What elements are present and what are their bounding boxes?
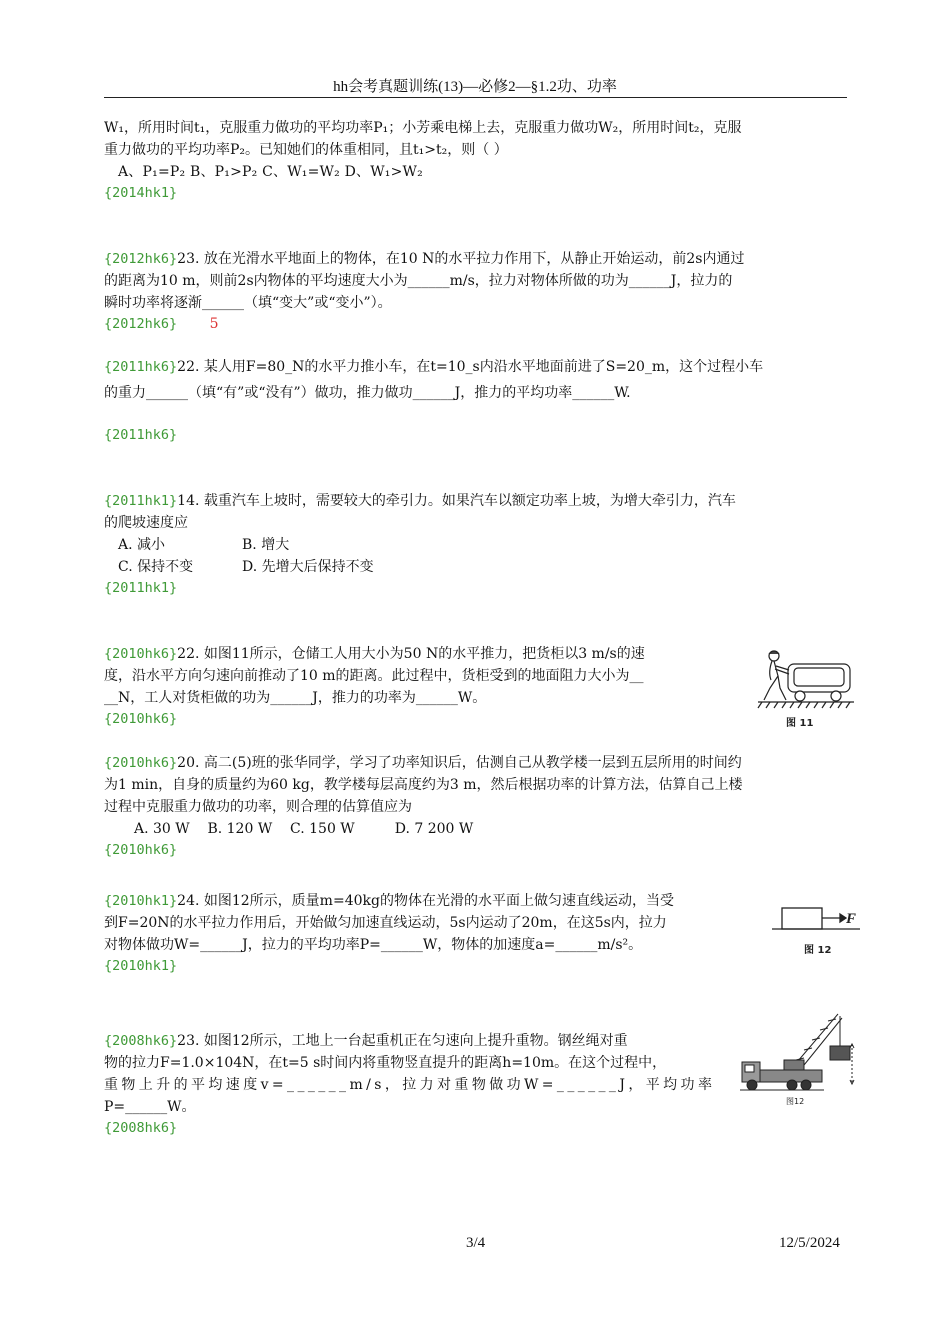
q2010hk6-20-line3: 过程中克服重力做功的功率，则合理的估算值应为: [104, 799, 412, 815]
q2008hk6-line4: P=______W。: [104, 1099, 196, 1115]
q2010hk6-22-source-tag: {2010hk6}: [104, 711, 178, 727]
q2008hk6-line3: 重物上升的平均速度v=______m/s，拉力对重物做功W=______J，平均功率: [104, 1077, 716, 1093]
q2010hk1-source-tag: {2010hk1}: [104, 958, 178, 974]
q2011hk1-line1: [104, 490, 736, 512]
q2012-source-tag: {2012hk6}: [104, 316, 178, 332]
q2008hk6-line2: 物的拉力F=1.0×104N，在t=5 s时间内将重物竖直提升的距离h=10m。在这个过程中，: [104, 1055, 667, 1071]
figure-12-crane-caption: 图12: [786, 1097, 805, 1106]
q2012-tag: {2012hk6}: [104, 251, 178, 267]
q2014-line1: W₁，所用时间t₁，克服重力做功的平均功率P₁；小芳乘电梯上去，克服重力做功W₂，所用时间t₂，克服: [104, 120, 742, 136]
q2011hk6-text1: 22. 某人用F=80_N的水平力推小车，在t=10_s内沿水平地面前进了S=20_m，这个过程小车: [177, 359, 764, 375]
figure-12-force-label: F: [846, 911, 857, 927]
q2011hk6-line2: 的重力______（填“有”或“没有”）做功，推力做功______J，推力的平均功率______W.: [104, 385, 631, 401]
q2010hk1-text1: 24. 如图12所示，质量m=40kg的物体在光滑的水平面上做匀速直线运动，当受: [177, 893, 674, 909]
q2012-line1: [104, 248, 744, 270]
q2010hk6-22-tag: {2010hk6}: [104, 646, 178, 662]
q2011hk6-source-tag: {2011hk6}: [104, 427, 178, 443]
q2010hk1-line3: 对物体做功W=______J，拉力的平均功率P=______W，物体的加速度a=______m/s²。: [104, 937, 643, 953]
figure-12-crane: [740, 1010, 858, 1110]
footer-date: 12/5/2024: [779, 1235, 840, 1251]
q2014-source-tag: {2014hk1}: [104, 185, 178, 201]
q2011hk1-tag: {2011hk1}: [104, 493, 178, 509]
q2010hk6-22-text1: 22. 如图11所示，仓储工人用大小为50 N的水平推力，把货柜以3 m/s的速: [177, 646, 645, 662]
q2011hk1-option-d: D. 先增大后保持不变: [242, 559, 374, 575]
q2010hk6-20-source-tag: {2010hk6}: [104, 842, 178, 858]
q2014-line2: 重力做功的平均功率P₂。已知她们的体重相同，且t₁>t₂，则（ ）: [104, 142, 508, 158]
figure-12-caption: 图 12: [804, 945, 832, 956]
q2010hk6-20-text1: 20. 高二(5)班的张华同学，学习了功率知识后，估测自己从教学楼一层到五层所用的时间约: [177, 755, 742, 771]
figure-11-caption: 图 11: [786, 718, 814, 729]
q2008hk6-source-tag: {2008hk6}: [104, 1120, 178, 1136]
q2010hk6-20-tag: {2010hk6}: [104, 755, 178, 771]
q2011hk6-line1: [104, 356, 763, 378]
q2011hk1-source-tag: {2011hk1}: [104, 580, 178, 596]
q2010hk6-20-options: A. 30 W B. 120 W C. 150 W D. 7 200 W: [134, 821, 474, 837]
q2010hk1-line1: [104, 890, 674, 912]
q2011hk1-option-a: A. 减小: [118, 537, 166, 553]
q2008hk6-text1: 23. 如图12所示，工地上一台起重机正在匀速向上提升重物。钢丝绳对重: [177, 1033, 628, 1049]
figure-12-block-force: [770, 898, 862, 960]
q2010hk1-line2: 到F=20N的水平拉力作用后，开始做匀加速直线运动，5s内运动了20m，在这5s内，拉力: [104, 915, 667, 931]
q2011hk1-option-b: B. 增大: [242, 537, 290, 553]
q2010hk6-20-line2: 为1 min，自身的质量约为60 kg，教学楼每层高度约为3 m，然后根据功率的计算方法，估算自己上楼: [104, 777, 743, 793]
q2010hk6-20-line1: [104, 752, 742, 774]
q2011hk1-option-c: C. 保持不变: [118, 559, 194, 575]
q2011hk6-tag: {2011hk6}: [104, 359, 178, 375]
q2008hk6-line1: [104, 1030, 628, 1052]
footer-page-number: 3/4: [466, 1235, 486, 1251]
page-header-title: hh会考真题训练(13)—必修2—§1.2功、功率: [333, 79, 617, 95]
q2010hk1-tag: {2010hk1}: [104, 893, 178, 909]
q2011hk1-line2: 的爬坡速度应: [104, 515, 188, 531]
q2012-line2: 的距离为10 m，则前2s内物体的平均速度大小为______m/s，拉力对物体所做的功为______J，拉力的: [104, 273, 733, 289]
q2012-line3: 瞬时功率将逐渐______（填“变大”或“变小”）。: [104, 295, 392, 311]
q2014-options: A、P₁=P₂ B、P₁>P₂ C、W₁=W₂ D、W₁>W₂: [118, 164, 423, 180]
figure-11-worker-pushing-cart: [756, 646, 856, 730]
q2010hk6-22-line1: [104, 643, 645, 665]
q2012-answer: 5: [209, 316, 219, 332]
q2012-text1: 23. 放在光滑水平地面上的物体，在10 N的水平拉力作用下，从静止开始运动，前2s内通过: [177, 251, 745, 267]
q2012-source-row: [104, 313, 219, 335]
q2010hk6-22-line3: __N，工人对货柜做的功为______J，推力的功率为______W。: [104, 690, 487, 706]
q2008hk6-tag: {2008hk6}: [104, 1033, 178, 1049]
q2011hk1-text1: 14. 载重汽车上坡时，需要较大的牵引力。如果汽车以额定功率上坡，为增大牵引力，汽车: [177, 493, 736, 509]
header-rule: [104, 97, 847, 98]
q2010hk6-22-line2: 度，沿水平方向匀速向前推动了10 m的距离。此过程中，货柜受到的地面阻力大小为__: [104, 668, 644, 684]
